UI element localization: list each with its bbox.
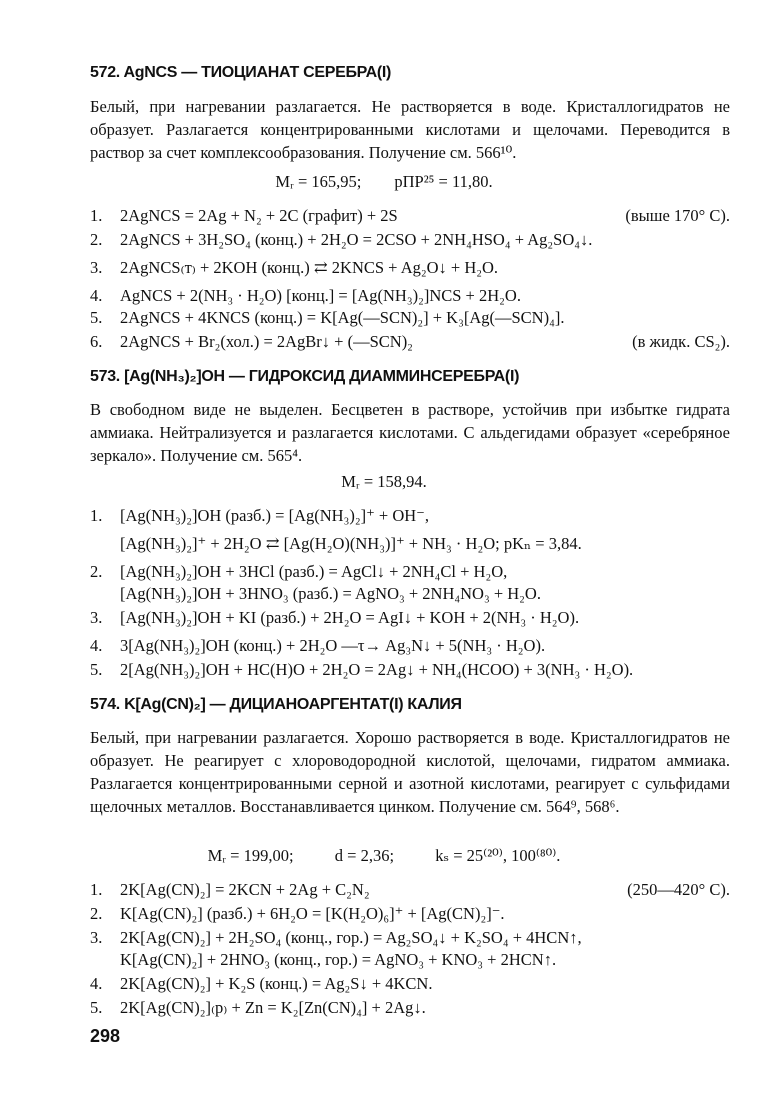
reaction-number: 5.	[90, 308, 103, 327]
reaction-number: 5.	[90, 660, 103, 679]
reaction-equation: 2K[Ag(CN)₂] + 2H₂SO₄ (конц., гор.) = Ag₂SO₄↓ + K₂SO₄ + 4HCN↑,	[120, 928, 582, 947]
reaction-574-3-continued	[90, 948, 730, 971]
reaction-condition: (выше 170° C).	[625, 206, 730, 225]
reaction-equation: 2K[Ag(CN)₂] + K₂S (конц.) = Ag₂S↓ + 4KCN.	[120, 974, 433, 993]
reaction-equation: AgNCS + 2(NH₃ · H₂O) [конц.] = [Ag(NH₃)₂]NCS + 2H₂O.	[120, 286, 521, 305]
reaction-number: 4.	[90, 974, 103, 993]
reaction-573-5	[90, 658, 730, 681]
reaction-574-4	[90, 972, 730, 995]
reaction-number: 1.	[90, 506, 103, 525]
reaction-equation: 2[Ag(NH₃)₂]OH + HC(H)O + 2H₂O = 2Ag↓ + NH₄(HCOO) + 3(NH₃ · H₂O).	[120, 660, 634, 679]
reaction-573-4	[90, 634, 730, 657]
reaction-equation: [Ag(NH₃)₂]OH + KI (разб.) + 2H₂O = AgI↓ + KOH + 2(NH₃ · H₂O).	[120, 608, 580, 627]
reaction-number: 1.	[90, 206, 103, 225]
reaction-equation: 2AgNCS + Br₂(хол.) = 2AgBr↓ + (—SCN)₂	[120, 332, 413, 351]
reaction-number: 2.	[90, 904, 103, 923]
reaction-equation: 2AgNCS + 3H₂SO₄ (конц.) + 2H₂O = 2CSO + 2NH₄HSO₄ + Ag₂SO₄↓.	[120, 230, 593, 249]
section-573-heading: 573. [Ag(NH₃)₂]OH — ГИДРОКСИД ДИАММИНСЕРЕБРА(I)	[90, 368, 520, 385]
reaction-number: 3.	[90, 258, 103, 277]
reaction-equation: K[Ag(CN)₂] + 2HNO₃ (конц., гор.) = AgNO₃ + KNO₃ + 2HCN↑.	[120, 950, 557, 969]
section-572-constants: Mᵣ = 165,95; pПР²⁵ = 11,80.	[275, 172, 493, 191]
reaction-number: 5.	[90, 998, 103, 1017]
reaction-equation: [Ag(NH₃)₂]OH (разб.) = [Ag(NH₃)₂]⁺ + OH⁻,	[120, 506, 430, 525]
reaction-574-3	[90, 926, 730, 949]
reaction-equation: 2K[Ag(CN)₂] = 2KCN + 2Ag + C₂N₂	[120, 880, 370, 899]
reaction-number: 6.	[90, 332, 103, 351]
section-573-description: В свободном виде не выделен. Бесцветен в растворе, устойчив при избытке гидрата аммиака. Нейтрализуется и разлагается кислотами. С альдегидами образует «серебряное зеркало». Получение см. 565⁴.	[90, 400, 730, 465]
reaction-574-2	[90, 902, 730, 925]
reaction-number: 3.	[90, 928, 103, 947]
reaction-equation: 2AgNCS + 4KNCS (конц.) = K[Ag(—SCN)₂] + K₃[Ag(—SCN)₄].	[120, 308, 565, 327]
section-574-description: Белый, при нагревании разлагается. Хорошо растворяется в воде. Кристаллогидратов не образует. Не реагирует с хлороводородной кислотой, щелочами, гидратом аммиака. Разлагается концентрированными серной и азотной кислотами, реагирует с сульфидами щелочных металлов. Восстанавливается цинком. Получение см. 564⁹, 568⁶.	[90, 728, 730, 816]
section-574-constants: Mᵣ = 199,00; d = 2,36; kₛ = 25⁽²⁰⁾, 100⁽⁸⁰⁾.	[207, 846, 561, 865]
reaction-574-1	[90, 878, 730, 901]
reaction-equation: [Ag(NH₃)₂]OH + 3HCl (разб.) = AgCl↓ + 2NH₄Cl + H₂O,	[120, 562, 508, 581]
reaction-573-1	[90, 504, 730, 527]
page-number: 298	[90, 1026, 121, 1046]
section-572-heading: 572. AgNCS — ТИОЦИАНАТ СЕРЕБРА(I)	[90, 64, 392, 81]
reaction-equation: 2AgNCS₍т₎ + 2KOH (конц.) ⇄ 2KNCS + Ag₂O↓ + H₂O.	[120, 258, 499, 277]
reaction-number: 3.	[90, 608, 103, 627]
reaction-equation: 2K[Ag(CN)₂]₍р₎ + Zn = K₂[Zn(CN)₄] + 2Ag↓.	[120, 998, 426, 1017]
reaction-number: 4.	[90, 636, 103, 655]
reaction-572-3	[90, 256, 730, 279]
section-572-description: Белый, при нагревании разлагается. Не растворяется в воде. Кристаллогидратов не образует. Разлагается концентрированными кислотами и щелочами. Переводится в раствор за счет комплексообразования. Получение см. 566¹⁰.	[90, 97, 730, 162]
reaction-equation: 3[Ag(NH₃)₂]OH (конц.) + 2H₂O —τ→ Ag₃N↓ + 5(NH₃ · H₂O).	[120, 636, 546, 655]
reaction-573-2	[90, 560, 730, 583]
reaction-572-4	[90, 284, 730, 307]
reaction-condition: (в жидк. CS₂).	[632, 332, 730, 351]
reaction-equation: [Ag(NH₃)₂]OH + 3HNO₃ (разб.) = AgNO₃ + 2NH₄NO₃ + H₂O.	[120, 584, 541, 603]
section-573-constants: Mᵣ = 158,94.	[341, 472, 427, 491]
reaction-number: 4.	[90, 286, 103, 305]
reaction-number: 2.	[90, 230, 103, 249]
reaction-573-1-continued	[90, 532, 730, 555]
reaction-573-2-continued	[90, 582, 730, 605]
reaction-572-5	[90, 306, 730, 329]
reaction-572-2	[90, 228, 730, 251]
reaction-572-1	[90, 204, 730, 227]
reaction-equation: K[Ag(CN)₂] (разб.) + 6H₂O = [K(H₂O)₆]⁺ + [Ag(CN)₂]⁻.	[120, 904, 505, 923]
reaction-number: 2.	[90, 562, 103, 581]
reaction-equation: 2AgNCS = 2Ag + N₂ + 2C (графит) + 2S	[120, 206, 398, 225]
reaction-574-5	[90, 996, 730, 1019]
reaction-572-6	[90, 330, 730, 353]
reaction-573-3	[90, 606, 730, 629]
reaction-condition: (250—420° C).	[627, 880, 730, 899]
reaction-number: 1.	[90, 880, 103, 899]
section-574-heading: 574. K[Ag(CN)₂] — ДИЦИАНОАРГЕНТАТ(I) КАЛИЯ	[90, 696, 462, 713]
reaction-equation: [Ag(NH₃)₂]⁺ + 2H₂O ⇄ [Ag(H₂O)(NH₃)]⁺ + NH₃ · H₂O; pKₙ = 3,84.	[120, 534, 582, 553]
